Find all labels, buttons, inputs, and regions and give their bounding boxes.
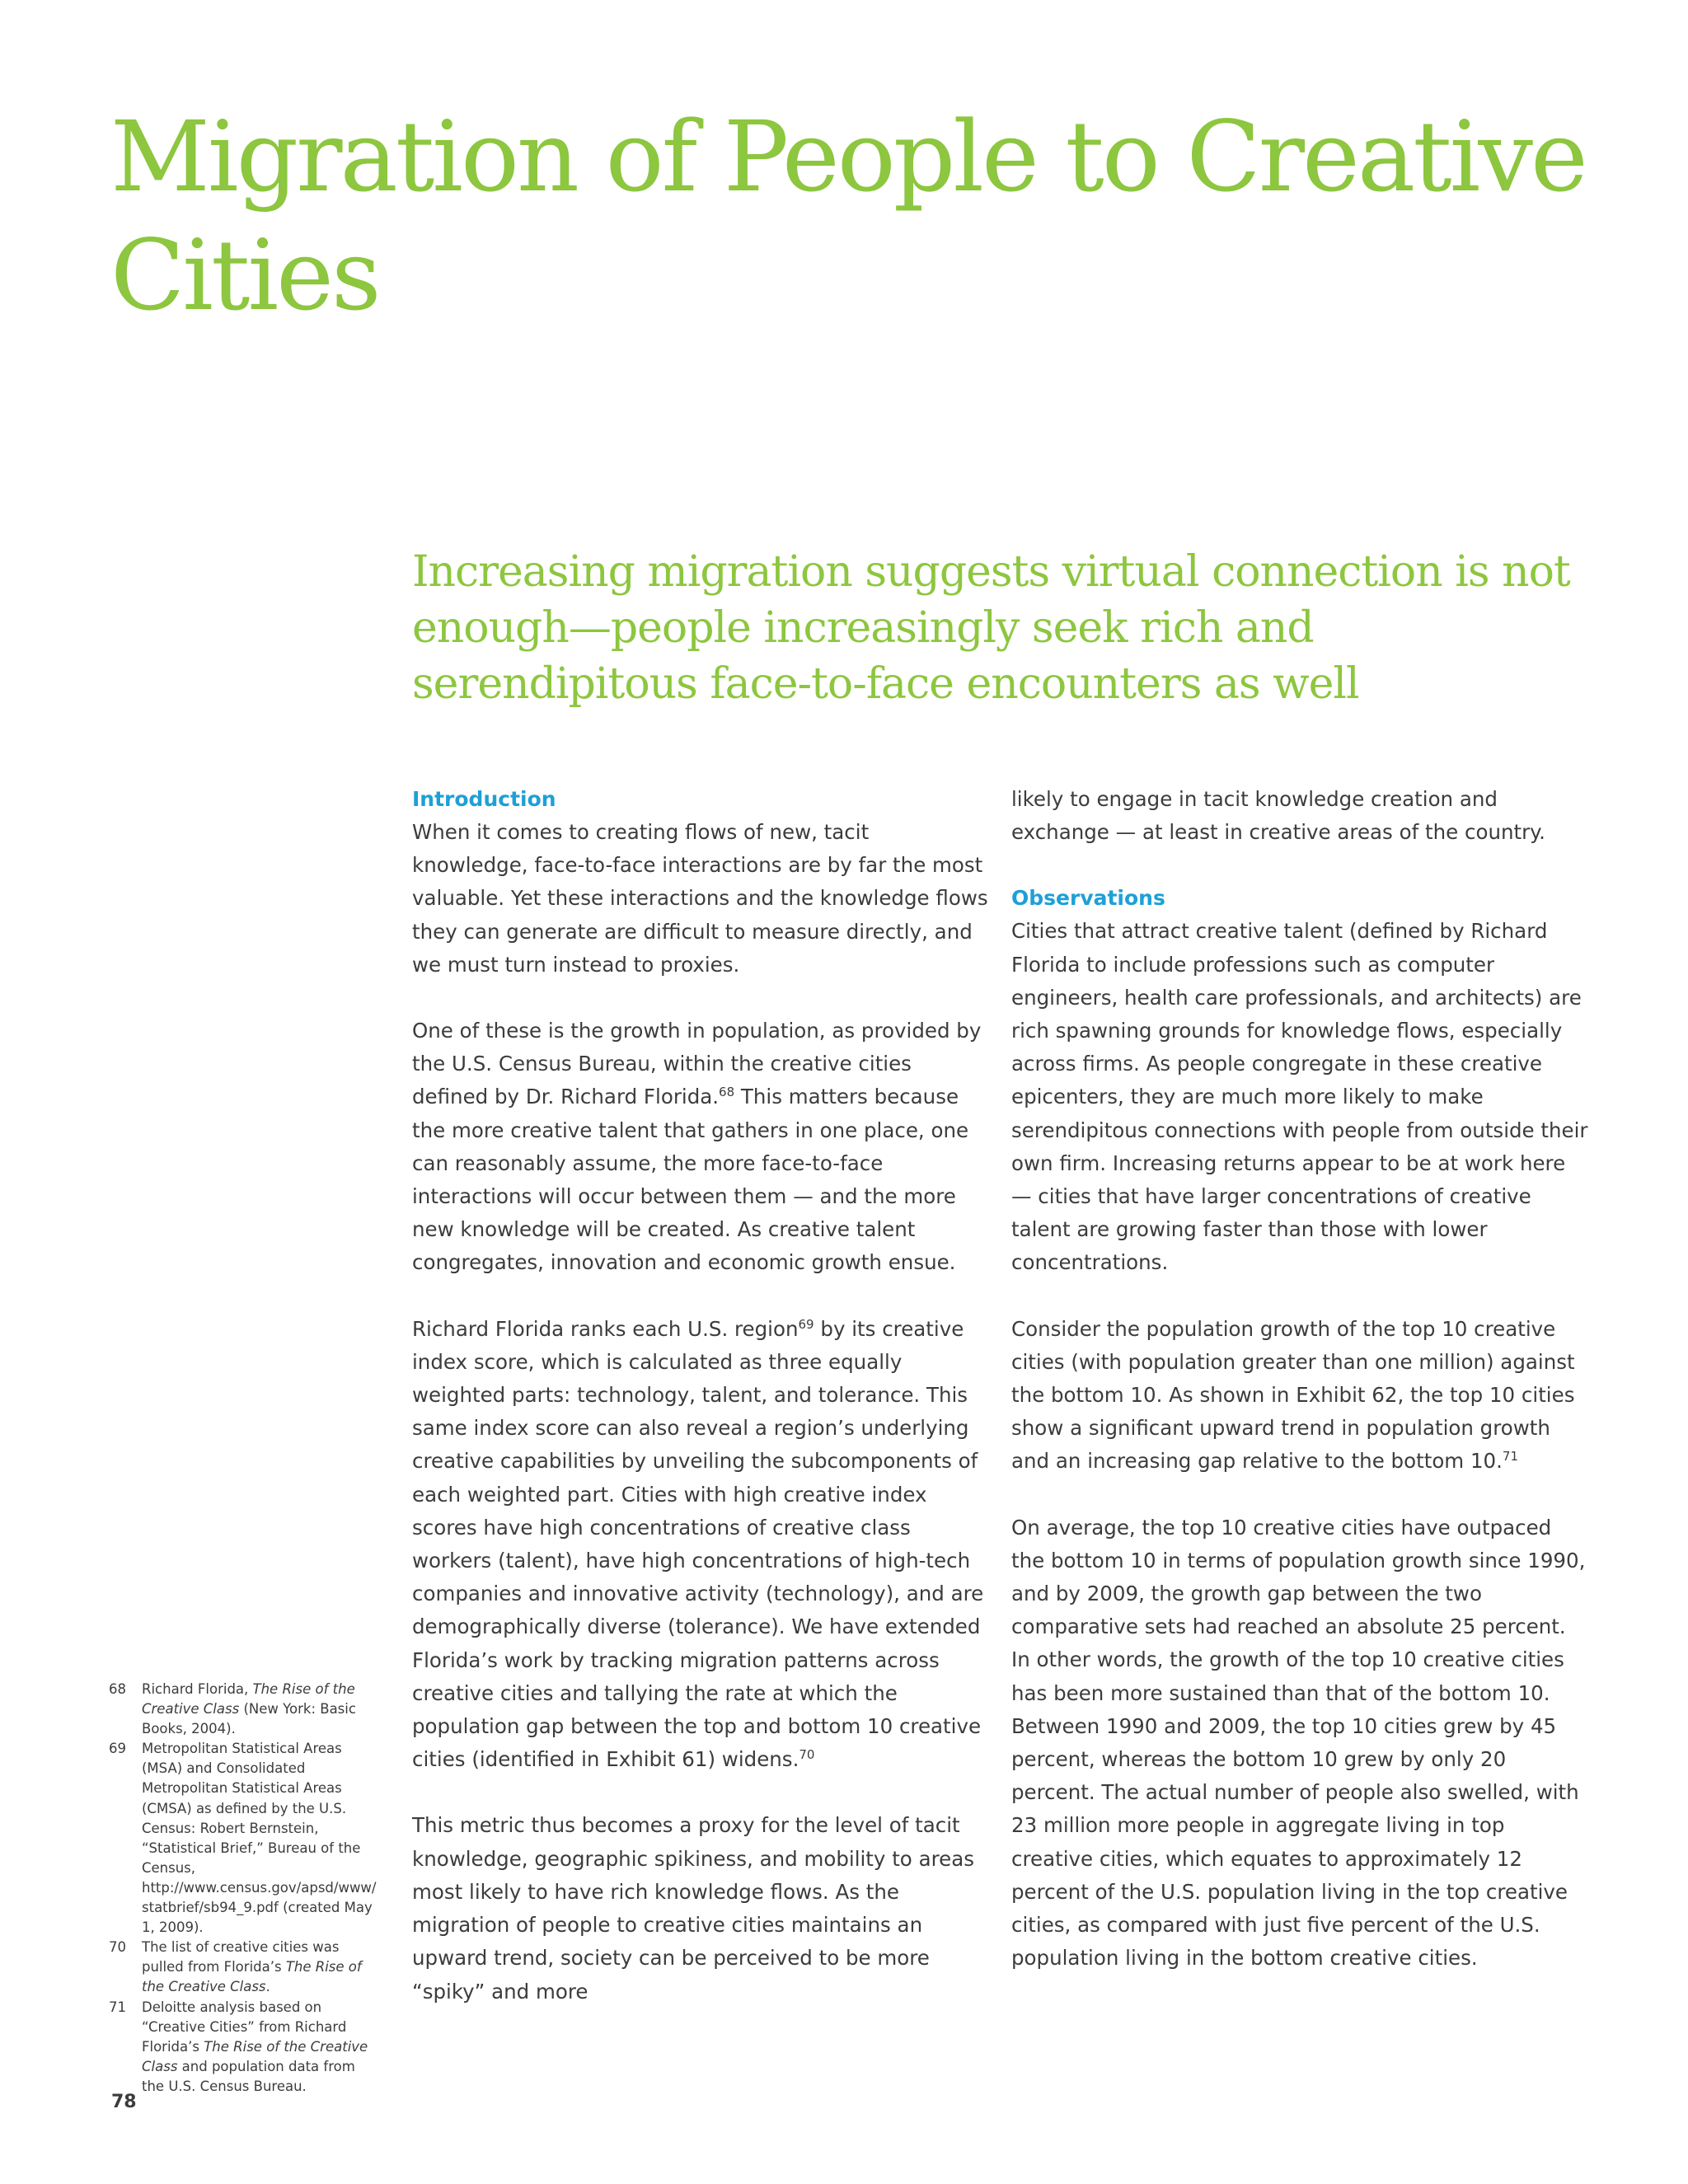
footnote-part: The list of creative cities was pulled from Florida’s xyxy=(142,1939,340,1975)
footnote xyxy=(109,1739,381,1938)
book-title: The Rise of the Creative Class xyxy=(142,1959,362,1995)
footnote-ref-71: 71 xyxy=(1502,1449,1519,1465)
intro-paragraph-2 xyxy=(412,1015,989,1280)
paragraph-text: Consider the population growth of the top 10 creative cities (with population greater than one million) against the bottom 10. As shown in Exhibit 62, the top 10 cities show a significant upward trend in population growth and an increasing gap relative to the bottom 10. xyxy=(1011,1316,1575,1474)
page-subtitle: Increasing migration suggests virtual connection is not enough—people increasingly seek rich and serendipitous face-to-face encounters as well xyxy=(412,547,1570,709)
intro-paragraph-1: When it comes to creating flows of new, tacit knowledge, face-to-face interactions are by far the most valuable. Yet these interactions and the knowledge flows they can generate are difficult to measure directly, and we must turn instead to proxies. xyxy=(412,820,988,977)
observations-paragraph-3: On average, the top 10 creative cities have outpaced the bottom 10 in terms of population growth since 1990, and by 2009, the growth gap between the two comparative sets had reached an absolute 25 percent. In other words, the growth of the top 10 creative cities has been more sustained than that of the bottom 10. Between 1990 and 2009, the top 10 cities grew by 45 percent, whereas the bottom 10 grew by only 20 percent. The actual number of people also swelled, with 23 million more people in aggregate living in top creative cities, which equates to approximately 12 percent of the U.S. population living in the top creative cities, as compared with just five percent of the U.S. population living in the bottom creative cities. xyxy=(1011,1515,1586,1971)
paragraph-text: by its creative index score, which is calculated as three equally weighted parts: technology, talent, and tolerance. This same index score can also reveal a region’s underlying creative capabilities by unveiling the subcomponents of each weighted part. Cities with high creative index scores have high concentrations of creative class workers (talent), have high concentrations of high-tech companies and innovative activity (technology), and are demographically diverse (tolerance). We have extended Florida’s work by tracking migration patterns across creative cities and tallying the rate at which the population gap between the top and bottom 10 creative cities (identified in Exhibit 61) widens. xyxy=(412,1316,984,1772)
left-column xyxy=(412,783,989,2041)
footnote-text xyxy=(142,1938,381,1997)
footnote-text xyxy=(142,1680,381,1739)
continued-paragraph: likely to engage in tacit knowledge creation and exchange — at least in creative areas of the country. xyxy=(1011,787,1545,845)
footnote xyxy=(109,1680,381,1739)
footnote xyxy=(109,1998,381,2097)
footnote-number: 71 xyxy=(109,1999,126,2015)
page-number: 78 xyxy=(111,2092,137,2112)
observations-paragraph-2 xyxy=(1011,1313,1588,1479)
footnote-number: 69 xyxy=(109,1741,126,1757)
footnote-part: Richard Florida, xyxy=(142,1681,253,1697)
footnote-text xyxy=(142,1739,381,1938)
footnote-part: (New York: Basic Books, 2004). xyxy=(142,1701,356,1737)
paragraph-text: This matters because the more creative talent that gathers in one place, one can reasonably assume, the more face-to-face interactions will occur between them — and the more new knowledge will be created. As creative talent congregates, innovation and economic growth ensue. xyxy=(412,1085,969,1275)
footnote-part: Metropolitan Statistical Areas (MSA) and Consolidated Metropolitan Statistical Areas (CMSA) as defined by the U.S. Census: Robert Bernstein, “Statistical Brief,” Bureau of the Census, http://www.census.gov/apsd/www/statbrief/sb94_9.pdf (created May 1, 2009). xyxy=(142,1741,377,1936)
footnote-text xyxy=(142,1998,381,2097)
book-title: The Rise of the Creative Class xyxy=(142,1681,355,1718)
footnote xyxy=(109,1938,381,1997)
paragraph-text: Richard Florida ranks each U.S. region xyxy=(412,1316,799,1341)
observations-heading: Observations xyxy=(1011,886,1165,911)
footnote-part: Deloitte analysis based on “Creative Cities” from Richard Florida’s xyxy=(142,1999,347,2055)
right-column xyxy=(1011,783,1588,2008)
footnote-number: 70 xyxy=(109,1939,126,1956)
footnote-part: and population data from the U.S. Census Bureau. xyxy=(142,2058,355,2094)
page-title: Migration of People to Creative Cities xyxy=(110,100,1586,332)
observations-paragraph-1: Cities that attract creative talent (defined by Richard Florida to include professions such as computer engineers, health care professionals, and architects) are rich spawning grounds for knowledge flows, especially across firms. As people congregate in these creative epicenters, they are much more likely to make serendipitous connections with people from outside their own firm. Increasing returns appear to be at work here — cities that have larger concentrations of creative talent are growing faster than those with lower concentrations. xyxy=(1011,919,1588,1275)
footnote-ref-69: 69 xyxy=(798,1316,814,1332)
footnotes xyxy=(109,1680,381,2097)
footnote-number: 68 xyxy=(109,1681,126,1697)
footnote-ref-68: 68 xyxy=(719,1085,735,1100)
footnote-ref-70: 70 xyxy=(799,1747,815,1763)
intro-paragraph-3 xyxy=(412,1313,989,1777)
introduction-heading: Introduction xyxy=(412,787,556,811)
footnote-part: . xyxy=(265,1979,270,1995)
book-title: The Rise of the Creative Class xyxy=(142,2038,368,2074)
intro-paragraph-4: This metric thus becomes a proxy for the level of tacit knowledge, geographic spikiness, and mobility to areas most likely to have rich knowledge flows. As the migration of people to creative cities maintains an upward trend, society can be perceived to be more “spiky” and more xyxy=(412,1813,974,2004)
paragraph-text: One of these is the growth in population, as provided by the U.S. Census Bureau, within the creative cities defined by Dr. Richard Florida. xyxy=(412,1019,982,1109)
